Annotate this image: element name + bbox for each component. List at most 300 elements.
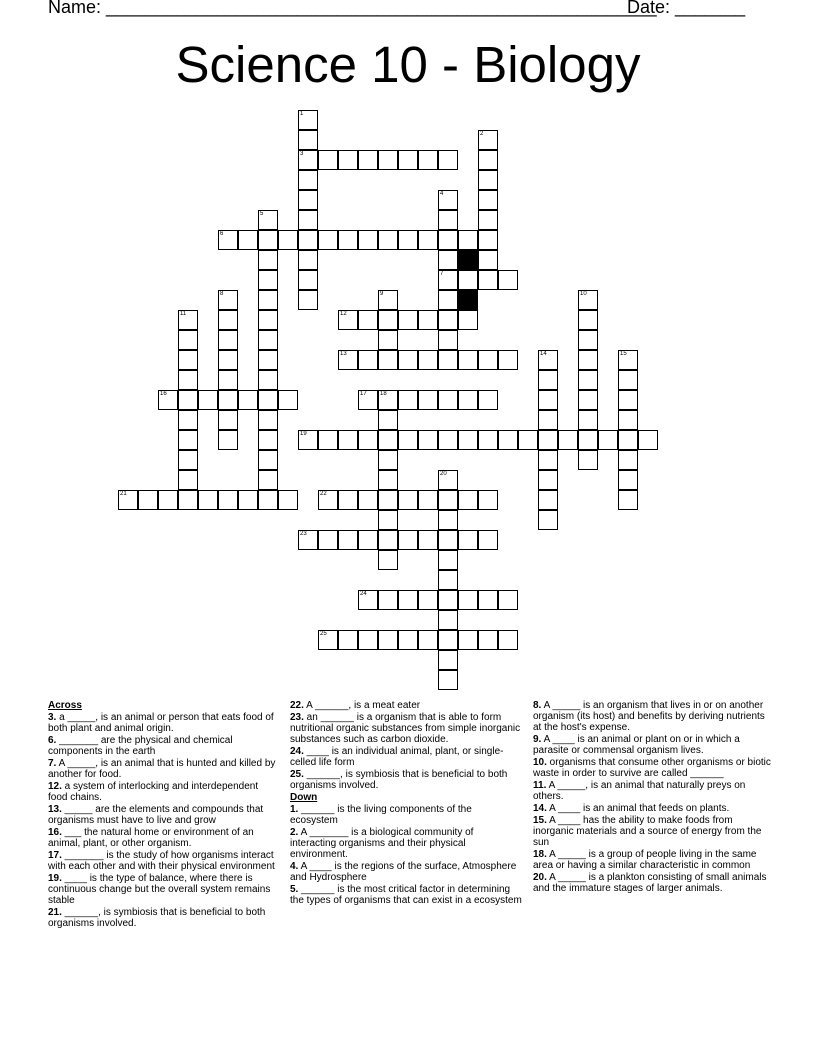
crossword-cell[interactable] (618, 470, 638, 490)
clue-text: ______ is the most critical factor in determining the types of organisms that can exist in a ecosystem (290, 884, 522, 906)
clue-text: A _____ is an organism that lives in or on another organism (its host) and benefits by deriving nutrients at the host's expense. (533, 700, 765, 733)
crossword-cell[interactable] (378, 290, 398, 310)
crossword-cell[interactable] (398, 230, 418, 250)
crossword-cell[interactable] (338, 150, 358, 170)
crossword-cell[interactable] (258, 270, 278, 290)
crossword-cell[interactable] (478, 530, 498, 550)
crossword-cell[interactable] (178, 470, 198, 490)
crossword-cell[interactable] (358, 310, 378, 330)
crossword-cell[interactable] (538, 470, 558, 490)
crossword-cell[interactable] (638, 430, 658, 450)
clue-number: 1 (300, 111, 304, 117)
clue-number: 16 (160, 391, 167, 397)
crossword-cell[interactable] (398, 490, 418, 510)
crossword-cell[interactable] (398, 390, 418, 410)
crossword-cell[interactable] (418, 430, 438, 450)
across-clue (290, 746, 522, 768)
clue-text: A ____ is an animal that feeds on plants. (546, 803, 730, 814)
crossword-cell[interactable] (338, 230, 358, 250)
crossword-cell[interactable] (358, 490, 378, 510)
crossword-cell[interactable] (418, 530, 438, 550)
crossword-cell[interactable] (218, 490, 238, 510)
down-clue (290, 804, 522, 826)
crossword-cell[interactable] (158, 390, 178, 410)
crossword-cell[interactable] (438, 570, 458, 590)
clue-column-2 (290, 700, 522, 907)
crossword-cell[interactable] (278, 390, 298, 410)
crossword-cell[interactable] (258, 310, 278, 330)
clue-text: A ____ is an animal or plant on or in which a parasite or commensal organism lives. (533, 734, 740, 756)
crossword-cell[interactable] (438, 590, 458, 610)
crossword-cell[interactable] (298, 110, 318, 130)
crossword-cell[interactable] (178, 490, 198, 510)
crossword-cell[interactable] (218, 350, 238, 370)
clue-number: 10. (533, 757, 547, 768)
crossword-cell[interactable] (218, 370, 238, 390)
date-line[interactable]: Date: _______ (627, 0, 746, 17)
crossword-cell[interactable] (298, 230, 318, 250)
crossword-cell[interactable] (498, 590, 518, 610)
clue-number: 16. (48, 827, 62, 838)
crossword-cell[interactable] (398, 310, 418, 330)
clue-column-3 (533, 700, 771, 895)
clue-number: 22 (320, 491, 327, 497)
down-clue (533, 757, 771, 779)
crossword-cell[interactable] (438, 210, 458, 230)
crossword-cell[interactable] (538, 390, 558, 410)
crossword-cell[interactable] (438, 510, 458, 530)
crossword-cell[interactable] (318, 490, 338, 510)
clue-number: 19. (48, 873, 62, 884)
crossword-cell[interactable] (438, 190, 458, 210)
crossword-cell[interactable] (258, 490, 278, 510)
crossword-cell[interactable] (458, 430, 478, 450)
crossword-cell[interactable] (418, 350, 438, 370)
clue-number: 24. (290, 746, 304, 757)
clue-number: 8 (220, 291, 224, 297)
down-clue (533, 700, 771, 733)
crossword-cell[interactable] (478, 230, 498, 250)
clue-number: 6 (220, 231, 224, 237)
crossword-cell[interactable] (378, 450, 398, 470)
crossword-cell[interactable] (618, 350, 638, 370)
crossword-cell[interactable] (378, 390, 398, 410)
clue-text: an ______ is a organism that is able to form nutritional organic substances from simple inorganic substances such as carbon dioxide. (290, 712, 521, 745)
crossword-cell[interactable] (258, 370, 278, 390)
crossword-cell[interactable] (458, 350, 478, 370)
clue-text: ____ is an individual animal, plant, or single-celled life form (290, 746, 504, 768)
crossword-cell[interactable] (478, 590, 498, 610)
crossword-cell[interactable] (378, 490, 398, 510)
crossword-cell[interactable] (478, 130, 498, 150)
clue-number: 17. (48, 850, 62, 861)
crossword-cell[interactable] (218, 290, 238, 310)
across-clue (48, 907, 278, 929)
crossword-cell[interactable] (438, 310, 458, 330)
crossword-cell[interactable] (338, 630, 358, 650)
crossword-cell[interactable] (338, 310, 358, 330)
crossword-cell[interactable] (358, 230, 378, 250)
crossword-cell[interactable] (478, 250, 498, 270)
crossword-cell[interactable] (218, 430, 238, 450)
clue-number: 12 (340, 311, 347, 317)
clue-number: 13 (340, 351, 347, 357)
crossword-cell[interactable] (378, 350, 398, 370)
clue-number: 25 (320, 631, 327, 637)
crossword-cell[interactable] (178, 370, 198, 390)
clue-number: 1. (290, 804, 299, 815)
crossword-cell[interactable] (438, 550, 458, 570)
down-clue (533, 815, 771, 848)
crossword-cell[interactable] (378, 550, 398, 570)
clue-number: 14 (540, 351, 547, 357)
clue-number: 20. (533, 872, 547, 883)
crossword-cell[interactable] (218, 390, 238, 410)
crossword-cell[interactable] (378, 510, 398, 530)
clue-number: 2 (480, 131, 484, 137)
crossword-cell[interactable] (478, 430, 498, 450)
crossword-cell[interactable] (258, 230, 278, 250)
crossword-cell[interactable] (298, 250, 318, 270)
crossword-cell[interactable] (358, 630, 378, 650)
crossword-cell[interactable] (298, 130, 318, 150)
crossword-cell[interactable] (298, 190, 318, 210)
crossword-cell[interactable] (618, 450, 638, 470)
crossword-cell[interactable] (198, 490, 218, 510)
clue-text: ___ the natural home or environment of an animal, plant, or other organism. (48, 827, 254, 849)
clue-number: 12. (48, 781, 62, 792)
crossword-cell[interactable] (378, 410, 398, 430)
clue-number: 11. (533, 780, 547, 791)
crossword-cell[interactable] (378, 430, 398, 450)
clue-text: ______ is the living components of the ecosystem (290, 804, 472, 826)
crossword-cell[interactable] (458, 230, 478, 250)
crossword-cell[interactable] (618, 490, 638, 510)
crossword-cell[interactable] (518, 430, 538, 450)
crossword-cell[interactable] (538, 410, 558, 430)
crossword-cell[interactable] (298, 150, 318, 170)
crossword-cell[interactable] (258, 430, 278, 450)
page-title: Science 10 - Biology (175, 36, 641, 93)
crossword-cell[interactable] (178, 430, 198, 450)
crossword-cell[interactable] (458, 390, 478, 410)
crossword-cell[interactable] (478, 150, 498, 170)
crossword-cell[interactable] (218, 230, 238, 250)
crossword-cell[interactable] (538, 490, 558, 510)
crossword-cell[interactable] (178, 350, 198, 370)
crossword-cell[interactable] (578, 370, 598, 390)
crossword-cell[interactable] (438, 270, 458, 290)
crossword-cell[interactable] (378, 470, 398, 490)
clue-number: 20 (440, 471, 447, 477)
crossword-cell[interactable] (198, 390, 218, 410)
across-clue (290, 700, 522, 711)
crossword-cell[interactable] (538, 370, 558, 390)
crossword-cell[interactable] (578, 390, 598, 410)
clue-number: 5. (290, 884, 299, 895)
crossword-cell[interactable] (358, 350, 378, 370)
crossword-cell[interactable] (398, 430, 418, 450)
crossword-cell[interactable] (218, 410, 238, 430)
crossword-cell[interactable] (498, 270, 518, 290)
crossword-cell[interactable] (118, 490, 138, 510)
clue-column-1 (48, 700, 278, 930)
clue-number: 9. (533, 734, 542, 745)
across-clue (290, 769, 522, 791)
name-line[interactable]: Name: _______________________________________________________ (48, 0, 657, 17)
crossword-cell[interactable] (398, 530, 418, 550)
crossword-cell[interactable] (598, 430, 618, 450)
clue-number: 4 (440, 191, 444, 197)
crossword-cell[interactable] (258, 350, 278, 370)
crossword-cell[interactable] (258, 410, 278, 430)
crossword-cell[interactable] (618, 430, 638, 450)
crossword-cell[interactable] (298, 270, 318, 290)
blocked-cell (458, 250, 478, 270)
across-clue (48, 827, 278, 849)
clue-text: a _____, is an animal or person that eats food of both plant and animal origin. (48, 712, 274, 734)
crossword-cell[interactable] (478, 490, 498, 510)
crossword-cell[interactable] (258, 290, 278, 310)
clue-number: 21 (120, 491, 127, 497)
crossword-cell[interactable] (358, 150, 378, 170)
crossword-cell[interactable] (558, 430, 578, 450)
clue-number: 19 (300, 431, 307, 437)
crossword-cell[interactable] (298, 530, 318, 550)
crossword-cell[interactable] (418, 490, 438, 510)
clue-number: 14. (533, 803, 547, 814)
crossword-cell[interactable] (418, 150, 438, 170)
crossword-cell[interactable] (418, 310, 438, 330)
crossword-cell[interactable] (338, 350, 358, 370)
crossword-cell[interactable] (378, 590, 398, 610)
crossword-cell[interactable] (478, 350, 498, 370)
blocked-cell (458, 290, 478, 310)
crossword-cell[interactable] (318, 150, 338, 170)
crossword-cell[interactable] (438, 530, 458, 550)
clue-number: 17 (360, 391, 367, 397)
crossword-cell[interactable] (398, 630, 418, 650)
crossword-cell[interactable] (238, 230, 258, 250)
crossword-cell[interactable] (338, 530, 358, 550)
clue-number: 6. (48, 735, 57, 746)
clue-text: A ____ has the ability to make foods from inorganic materials and a source of energy from the sun (533, 815, 762, 848)
crossword-cell[interactable] (338, 490, 358, 510)
across-clue (48, 735, 278, 757)
crossword-cell[interactable] (238, 490, 258, 510)
crossword-cell[interactable] (438, 670, 458, 690)
crossword-cell[interactable] (298, 290, 318, 310)
crossword-cell[interactable] (318, 530, 338, 550)
crossword-cell[interactable] (258, 450, 278, 470)
crossword-cell[interactable] (418, 590, 438, 610)
across-clue (48, 781, 278, 803)
crossword-cell[interactable] (478, 190, 498, 210)
clue-number: 7 (440, 271, 444, 277)
across-clue (290, 712, 522, 745)
crossword-cell[interactable] (438, 490, 458, 510)
crossword-cell[interactable] (378, 310, 398, 330)
clue-text: A _____ is a plankton consisting of small animals and the immature stages of larger animals. (533, 872, 767, 894)
crossword-cell[interactable] (538, 350, 558, 370)
crossword-cell[interactable] (578, 410, 598, 430)
crossword-cell[interactable] (318, 230, 338, 250)
crossword-cell[interactable] (438, 470, 458, 490)
crossword-cell[interactable] (438, 330, 458, 350)
crossword-cell[interactable] (258, 470, 278, 490)
crossword-cell[interactable] (458, 630, 478, 650)
crossword-cell[interactable] (258, 390, 278, 410)
crossword-cell[interactable] (138, 490, 158, 510)
crossword-cell[interactable] (158, 490, 178, 510)
crossword-cell[interactable] (338, 430, 358, 450)
crossword-cell[interactable] (358, 530, 378, 550)
crossword-cell[interactable] (458, 490, 478, 510)
crossword-cell[interactable] (618, 410, 638, 430)
crossword-cell[interactable] (178, 330, 198, 350)
crossword-cell[interactable] (498, 630, 518, 650)
crossword-cell[interactable] (398, 590, 418, 610)
crossword-cell[interactable] (438, 390, 458, 410)
down-clue (533, 803, 771, 814)
crossword-cell[interactable] (578, 290, 598, 310)
crossword-cell[interactable] (378, 330, 398, 350)
crossword-cell[interactable] (298, 210, 318, 230)
clue-text: ______, is symbiosis that is beneficial to both organisms involved. (48, 907, 266, 929)
crossword-cell[interactable] (258, 330, 278, 350)
crossword-cell[interactable] (438, 150, 458, 170)
crossword-cell[interactable] (438, 230, 458, 250)
clue-number: 7. (48, 758, 57, 769)
crossword-cell[interactable] (578, 310, 598, 330)
across-clue (48, 712, 278, 734)
clue-number: 21. (48, 907, 62, 918)
clue-text: A _____, is an animal that is hunted and killed by another for food. (48, 758, 276, 780)
clue-text: _____ are the elements and compounds that organisms must have to live and grow (48, 804, 264, 826)
crossword-cell[interactable] (378, 230, 398, 250)
crossword-cell[interactable] (538, 510, 558, 530)
crossword-cell[interactable] (478, 170, 498, 190)
crossword-cell[interactable] (458, 310, 478, 330)
crossword-cell[interactable] (438, 350, 458, 370)
crossword-cell[interactable] (178, 310, 198, 330)
crossword-cell[interactable] (578, 430, 598, 450)
crossword-cell[interactable] (578, 450, 598, 470)
clue-text: A ______, is a meat eater (303, 700, 421, 711)
crossword-cell[interactable] (418, 230, 438, 250)
crossword-cell[interactable] (318, 430, 338, 450)
crossword-cell[interactable] (258, 250, 278, 270)
clue-text: A _____, is an animal that naturally preys on others. (533, 780, 746, 802)
down-clue (290, 827, 522, 860)
clue-number: 15. (533, 815, 547, 826)
crossword-cell[interactable] (378, 630, 398, 650)
crossword-cell[interactable] (538, 430, 558, 450)
crossword-cell[interactable] (458, 590, 478, 610)
crossword-cell[interactable] (578, 350, 598, 370)
crossword-cell[interactable] (478, 630, 498, 650)
crossword-cell[interactable] (398, 350, 418, 370)
clue-text: organisms that consume other organisms or biotic waste in order to survive are called ______ (533, 757, 771, 779)
crossword-cell[interactable] (438, 630, 458, 650)
clue-number: 22. (290, 700, 304, 711)
crossword-cell[interactable] (478, 210, 498, 230)
clue-number: 15 (620, 351, 627, 357)
crossword-cell[interactable] (618, 390, 638, 410)
crossword-cell[interactable] (238, 390, 258, 410)
crossword-cell[interactable] (218, 330, 238, 350)
clue-number: 11 (180, 311, 187, 317)
crossword-cell[interactable] (438, 610, 458, 630)
clue-number: 23. (290, 712, 304, 723)
crossword-cell[interactable] (318, 630, 338, 650)
clue-number: 9 (380, 291, 384, 297)
crossword-cell[interactable] (478, 270, 498, 290)
crossword-cell[interactable] (458, 530, 478, 550)
clue-text: A _____ is a group of people living in the same area or having a similar characteristic in common (533, 849, 757, 871)
clue-number: 4. (290, 861, 299, 872)
clue-text: ____ is the type of balance, where there is continuous change but the overall system remains stable (48, 873, 271, 906)
crossword-cell[interactable] (538, 450, 558, 470)
clue-number: 18 (380, 391, 387, 397)
crossword-cell[interactable] (438, 430, 458, 450)
clue-number: 10 (580, 291, 587, 297)
crossword-cell[interactable] (458, 270, 478, 290)
down-clue (533, 780, 771, 802)
across-clue (48, 850, 278, 872)
crossword-cell[interactable] (278, 490, 298, 510)
crossword-cell[interactable] (358, 390, 378, 410)
crossword-cell[interactable] (398, 150, 418, 170)
crossword-cell[interactable] (578, 330, 598, 350)
clue-number: 23 (300, 531, 307, 537)
crossword-cell[interactable] (178, 450, 198, 470)
crossword-cell[interactable] (178, 410, 198, 430)
crossword-cell[interactable] (418, 390, 438, 410)
crossword-cell[interactable] (258, 210, 278, 230)
crossword-cell[interactable] (438, 650, 458, 670)
crossword-cell[interactable] (378, 530, 398, 550)
crossword-cell[interactable] (438, 250, 458, 270)
clue-number: 2. (290, 827, 299, 838)
crossword-cell[interactable] (618, 370, 638, 390)
across-clue (48, 804, 278, 826)
crossword-cell[interactable] (298, 430, 318, 450)
crossword-cell[interactable] (498, 430, 518, 450)
crossword-cell[interactable] (438, 290, 458, 310)
crossword-cell[interactable] (298, 170, 318, 190)
clue-text: a system of interlocking and interdependent food chains. (48, 781, 259, 803)
crossword-cell[interactable] (218, 310, 238, 330)
down-heading: Down (290, 792, 318, 803)
down-clue (290, 884, 522, 906)
clue-text: ______, is symbiosis that is beneficial to both organisms involved. (290, 769, 508, 791)
clue-number: 5 (260, 211, 264, 217)
crossword-cell[interactable] (378, 150, 398, 170)
clue-number: 18. (533, 849, 547, 860)
crossword-cell[interactable] (498, 350, 518, 370)
crossword-cell[interactable] (358, 590, 378, 610)
crossword-cell[interactable] (278, 230, 298, 250)
down-clue (290, 861, 522, 883)
clue-text: _______ are the physical and chemical components in the earth (48, 735, 233, 757)
clue-text: A _______ is a biological community of interacting organisms and their physical environment. (290, 827, 474, 860)
crossword-cell[interactable] (418, 630, 438, 650)
crossword-cell[interactable] (358, 430, 378, 450)
crossword-cell[interactable] (478, 390, 498, 410)
down-clue (533, 849, 771, 871)
crossword-cell[interactable] (178, 390, 198, 410)
